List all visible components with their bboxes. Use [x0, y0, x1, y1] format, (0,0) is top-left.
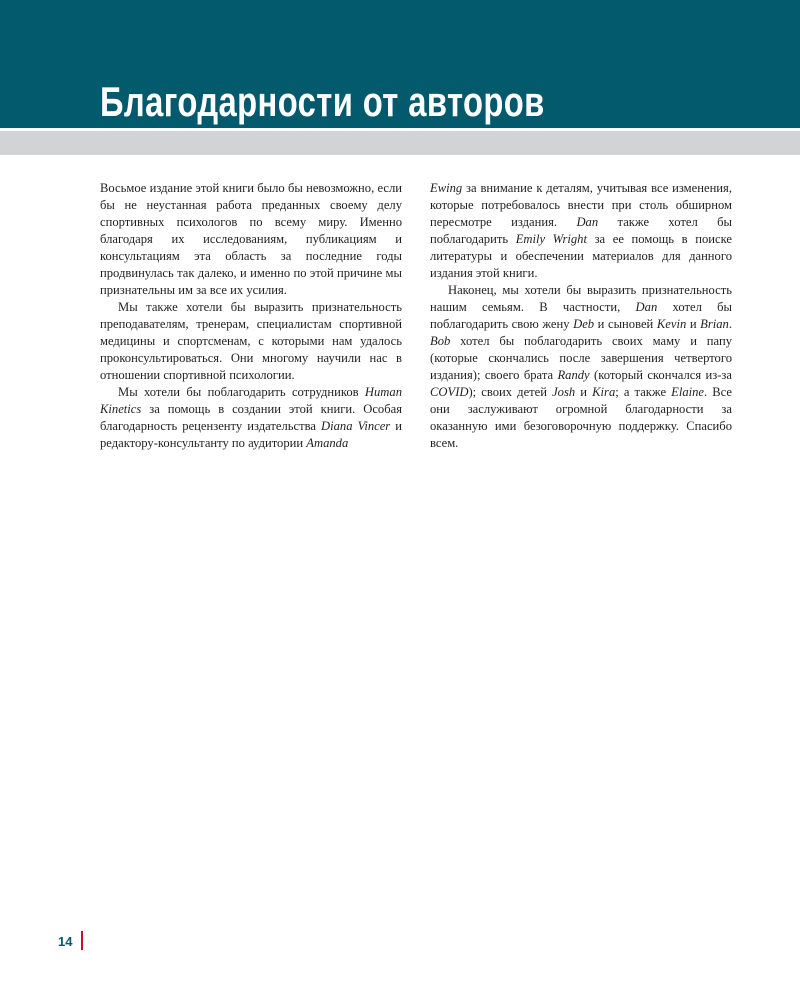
name-deb: Deb	[573, 317, 595, 331]
text-run: и редактору-консультанту по аудитории	[100, 419, 402, 450]
page-title: Благодарности от авторов	[100, 78, 545, 125]
page-number-divider	[81, 931, 83, 950]
text-run: за помощь в создании этой книги. Особая благодарность рецензенту издательства	[100, 402, 402, 433]
paragraph: Восьмое издание этой книги было бы невозможно, если бы не неустанная работа преданных своему делу спортивных психологов по всему миру. Именно благодаря их исследованиям, публикациям и консультациям эта область за последние годы продвинулась так далеко, и именно по этой причине мы признательны им за все их усилия.	[100, 181, 402, 297]
text-run: за внимание к деталям, учитывая все изменения, которые потребовалось внести при столь обширном пересмотре издания.	[430, 181, 732, 229]
paragraph	[430, 282, 732, 452]
text-run: и	[575, 385, 593, 399]
name-emily-wright: Emily Wright	[515, 232, 587, 246]
text-run: . Все они заслуживают огромной благодарности за оказанную ими безоговорочную поддержку. Спасибо всем.	[430, 385, 732, 450]
text-run: ; а также	[615, 385, 672, 399]
name-dan: Dan	[576, 215, 599, 229]
text-run: Мы хотели бы поблагодарить сотрудников	[118, 385, 365, 399]
text-column-left	[100, 180, 402, 452]
page-number: 14	[58, 934, 73, 949]
term-covid: COVID	[430, 385, 469, 399]
text-run: Наконец, мы хотели бы выразить признательность нашим семьям. В частности,	[430, 283, 732, 314]
text-run: и сыновей	[594, 317, 657, 331]
name-amanda: Amanda	[306, 436, 349, 450]
text-run: и	[686, 317, 701, 331]
paragraph	[430, 180, 732, 282]
name-dan: Dan	[635, 300, 658, 314]
text-run: .	[728, 317, 732, 331]
name-elaine: Elaine	[671, 385, 705, 399]
text-run: также хотел бы поблагодарить	[430, 215, 732, 246]
paragraph: Мы также хотели бы выразить признательность преподавателям, тренерам, специалистам спортивной медицины и спортсменам, с которыми нам удалось проконсультироваться. Они многому научили нас в отношении спортивной психологии.	[100, 300, 402, 382]
text-run: за ее помощь в поиске литературы и обеспечении материалов для данного издания этой книги.	[430, 232, 732, 280]
name-human-kinetics: Human Kinetics	[100, 385, 402, 416]
text-run: хотел бы поблагодарить своих маму и папу (которые скончались после завершения четвертого издания); своего брата	[430, 334, 732, 382]
name-kira: Kira	[592, 385, 616, 399]
name-kevin: Kevin	[656, 317, 687, 331]
name-bob: Bob	[430, 334, 451, 348]
text-run: ); своих детей	[468, 385, 553, 399]
paragraph	[100, 384, 402, 452]
name-brian: Brian	[700, 317, 729, 331]
name-josh: Josh	[552, 385, 576, 399]
text-column-right	[430, 180, 732, 452]
header-stripe	[0, 131, 800, 155]
name-diana-vincer: Diana Vincer	[321, 419, 391, 433]
name-randy: Randy	[557, 368, 590, 382]
name-ewing: Ewing	[430, 181, 463, 195]
text-run: хотел бы поблагодарить свою жену	[430, 300, 732, 331]
text-run: (который скончался из-за	[589, 368, 732, 382]
